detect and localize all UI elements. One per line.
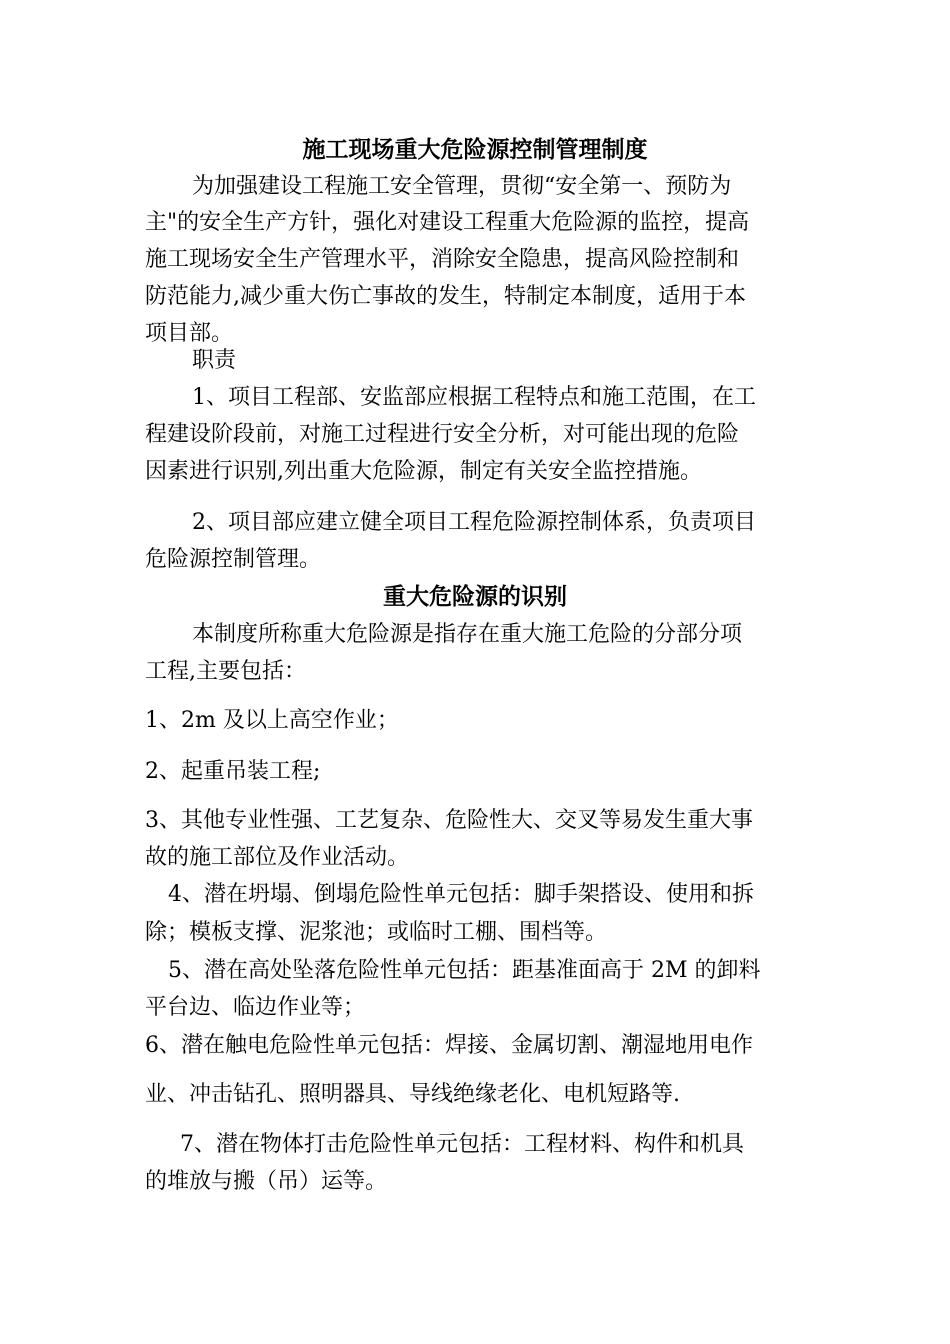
list-item-1: 1、2m 及以上高空作业； bbox=[145, 708, 399, 733]
intro-line: 防范能力,减少重大伤亡事故的发生，特制定本制度，适用于本 bbox=[145, 284, 746, 309]
duty-2-line: 危险源控制管理。 bbox=[145, 547, 322, 572]
intro-line: 施工现场安全生产管理水平，消除安全隐患，提高风险控制和 bbox=[145, 247, 740, 272]
duty-1-line: 1、项目工程部、安监部应根据工程特点和施工范围，在工 bbox=[192, 385, 756, 410]
intro-line: 主"的安全生产方针，强化对建设工程重大危险源的监控，提高 bbox=[145, 210, 750, 235]
list-item-6-line: 业、冲击钻孔、照明器具、导线绝缘老化、电机短路等. bbox=[145, 1082, 680, 1107]
duty-2-line: 2、项目部应建立健全项目工程危险源控制体系，负责项目 bbox=[192, 510, 756, 535]
intro-line: 项目部。 bbox=[145, 321, 234, 346]
list-item-7-line: 的堆放与搬（吊）运等。 bbox=[145, 1169, 388, 1194]
duties-heading: 职责 bbox=[192, 348, 237, 373]
list-item-5-line: 5、潜在高处坠落危险性单元包括：距基准面高于 2M 的卸料 bbox=[168, 958, 761, 983]
document-title: 施工现场重大危险源控制管理制度 bbox=[302, 137, 648, 163]
section-intro-line: 本制度所称重大危险源是指存在重大施工危险的分部分项 bbox=[192, 622, 743, 647]
list-item-3-line: 故的施工部位及作业活动。 bbox=[145, 845, 410, 870]
list-item-4-line: 除；模板支撑、泥浆池；或临时工棚、围档等。 bbox=[145, 920, 608, 945]
section-intro-line: 工程,主要包括： bbox=[145, 659, 306, 684]
intro-line: 为加强建设工程施工安全管理，贯彻“安全第一、预防为 bbox=[192, 174, 732, 199]
list-item-4-line: 4、潜在坍塌、倒塌危险性单元包括：脚手架搭设、使用和拆 bbox=[168, 882, 754, 907]
duty-1-line: 程建设阶段前，对施工过程进行安全分析，对可能出现的危险 bbox=[145, 422, 740, 447]
list-item-6-line: 6、潜在触电危险性单元包括：焊接、金属切割、潮湿地用电作 bbox=[145, 1033, 753, 1058]
list-item-7-line: 7、潜在物体打击危险性单元包括：工程材料、构件和机具 bbox=[180, 1132, 744, 1157]
list-item-2: 2、起重吊装工程; bbox=[145, 759, 321, 784]
section-title: 重大危险源的识别 bbox=[383, 584, 567, 610]
list-item-3-line: 3、其他专业性强、工艺复杂、危险性大、交叉等易发生重大事 bbox=[145, 808, 753, 833]
list-item-5-line: 平台边、临边作业等； bbox=[145, 995, 366, 1020]
duty-1-line: 因素进行识别,列出重大危险源，制定有关安全监控措施。 bbox=[145, 459, 702, 484]
